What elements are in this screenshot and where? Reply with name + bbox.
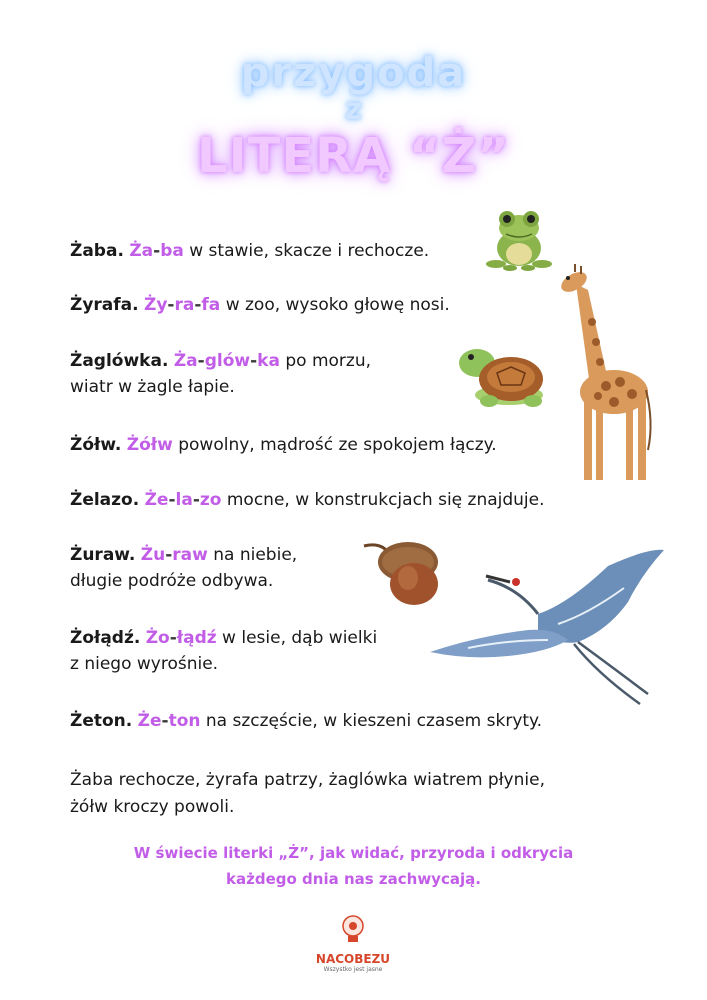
entry-zoladz: Żołądź. Żo-łądź w lesie, dąb wielki z niego wyrośnie. <box>70 628 378 674</box>
entry-zelazo: Żelazo. Że-la-zo mocne, w konstrukcjach się znajduje. <box>70 490 545 510</box>
logo <box>303 912 403 973</box>
frog-illustration <box>484 206 554 274</box>
logo-tagline: Wszystko jest jasne <box>323 966 383 973</box>
outro-line-1: Żaba rechocze, żyrafa patrzy, żaglówka wiatrem płynie, <box>70 770 545 790</box>
moral-line-2: każdego dnia nas zachwycają. <box>226 870 481 888</box>
entry-word: Żuraw. <box>70 545 136 565</box>
entry-text: w zoo, wysoko głowę nosi. <box>225 295 450 315</box>
entry-text: po morzu, <box>285 351 371 371</box>
entry-zaba: Żaba. Ża-ba w stawie, skacze i rechocze. <box>70 241 430 261</box>
entry-text-2: z niego wyrośnie. <box>70 654 219 674</box>
syllable: Ża <box>173 351 198 371</box>
syllable: Że <box>137 711 162 731</box>
entry-word: Żaba. <box>70 241 124 261</box>
entry-zolw <box>70 432 497 458</box>
syllable: ka <box>257 351 280 371</box>
entry-text: powolny, mądrość ze spokojem łączy. <box>178 435 497 455</box>
entry-word: Żaglówka. <box>70 351 169 371</box>
syllable: zo <box>199 490 222 510</box>
syllable: Żółw <box>126 435 173 455</box>
giraffe-illustration <box>556 262 660 484</box>
entry-word: Żeton. <box>70 711 133 731</box>
syllable: Że <box>144 490 169 510</box>
entry-zaglowka: Żaglówka. Ża-glów-ka po morzu, wiatr w żagle łapie. <box>70 351 371 397</box>
syllable: ton <box>168 711 201 731</box>
entry-text: w lesie, dąb wielki <box>222 628 378 648</box>
syllable: ra <box>174 295 195 315</box>
syllable: fa <box>201 295 221 315</box>
entry-text: mocne, w konstrukcjach się znajduje. <box>226 490 545 510</box>
title-line-3: LITERĄ “Ż” <box>197 128 510 184</box>
syllable: Żu <box>140 545 166 565</box>
entry-word: Żółw. <box>70 435 122 455</box>
entry-text-2: wiatr w żagle łapie. <box>70 377 235 397</box>
outro <box>70 767 545 821</box>
entry-word: Żyrafa. <box>70 295 139 315</box>
entry-word: Żelazo. <box>70 490 140 510</box>
syllable: Żo <box>145 628 170 648</box>
syllable: ba <box>160 241 184 261</box>
entry-text-2: długie podróże odbywa. <box>70 571 274 591</box>
syllable: łądź <box>176 628 217 648</box>
lightbulb-icon <box>338 912 368 946</box>
syllable: la <box>175 490 193 510</box>
entry-zeton: Żeton. Że-ton na szczęście, w kieszeni czasem skryty. <box>70 711 543 731</box>
syllable: glów <box>204 351 251 371</box>
crane-illustration <box>428 544 668 712</box>
syllable: Ża <box>129 241 154 261</box>
turtle-illustration <box>449 333 549 413</box>
entry-text: na szczęście, w kieszeni czasem skryty. <box>205 711 543 731</box>
syllable: Ży <box>144 295 168 315</box>
entry-zuraw: Żuraw. Żu-raw na niebie, długie podróże odbywa. <box>70 545 298 591</box>
logo-name: NACOBEZU <box>315 952 391 966</box>
title-line-1: przygoda <box>240 50 467 96</box>
entry-zyrafa: Żyrafa. Ży-ra-fa w zoo, wysoko głowę nosi. <box>70 295 450 315</box>
entry-text: w stawie, skacze i rechocze. <box>189 241 430 261</box>
moral <box>0 840 707 892</box>
title-line-2: z <box>344 92 363 127</box>
syllable: raw <box>172 545 208 565</box>
moral-line-1: W świecie literki „Ż”, jak widać, przyroda i odkrycia <box>133 844 574 862</box>
entry-word: Żołądź. <box>70 628 141 648</box>
entry-text: na niebie, <box>213 545 298 565</box>
outro-line-2: żółw kroczy powoli. <box>70 797 235 817</box>
